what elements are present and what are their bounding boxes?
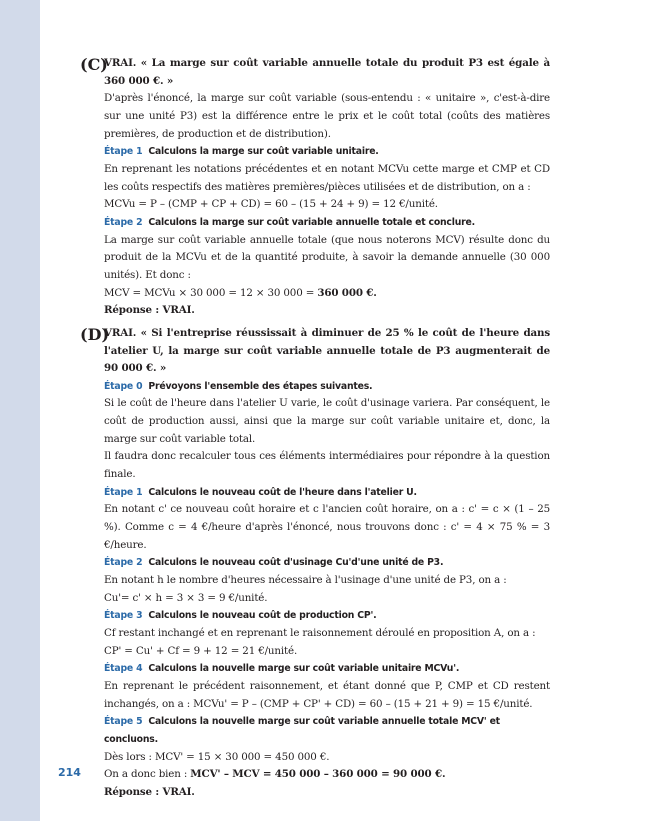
paragraph: D'après l'énoncé, la marge sur coût variable (sous-entendu : « unitaire », c'est-à-dire sur une unité P3) est la différence entre le prix et le coût total (coûts des matières premières, de production et de distribution). [104,92,550,140]
paragraph: En reprenant le précédent raisonnement, et étant donné que P, CMP et CD restent inchangés, on a : MCVu' = P – (CMP + CP' + CD) = 60 – (15 + 21 + 9) = 15 €/unité. [104,679,550,710]
conclusion-prefix: On a donc bien : [104,768,191,781]
step-title: Calculons le nouveau coût de production CP'. [148,610,377,622]
answer: Réponse : VRAI. [104,304,195,317]
step-title: Calculons le nouveau coût de l'heure dans l'atelier U. [148,486,417,498]
step-number: Étape 5 [104,716,143,728]
paragraph: En notant c' ce nouveau coût horaire et c l'ancien coût horaire, on a : c' = c × (1 – 25 %). Comme c = 4 €/heure d'après l'énoncé, nous trouvons donc : c' = 4 × 75 % = 3 €/heure. [104,503,550,551]
conclusion-result: MCV' – MCV = 450 000 – 360 000 = 90 000 €. [190,768,446,781]
step-heading [104,214,550,232]
step-heading [104,713,550,748]
formula-result: 360 000 €. [317,286,377,299]
answer: Réponse : VRAI. [104,785,195,798]
step-title: Calculons la marge sur coût variable unitaire. [148,146,379,158]
step-number: Étape 1 [104,146,143,158]
step-number: Étape 2 [104,216,143,228]
step-number: Étape 3 [104,610,143,622]
step-heading [104,607,550,625]
page-margin-band [0,0,40,821]
paragraph: Si le coût de l'heure dans l'atelier U varie, le coût d'usinage variera. Par conséquent, le coût de production aussi, ainsi que la marge sur coût variable unitaire et, donc, la marge sur coût variable total. [104,397,550,445]
formula: MCVu = P – (CMP + CP + CD) = 60 – (15 + 24 + 9) = 12 €/unité. [104,198,438,211]
step-number: Étape 0 [104,380,143,392]
step-heading [104,554,550,572]
paragraph: Il faudra donc recalculer tous ces éléments intermédiaires pour répondre à la question finale. [104,450,550,481]
paragraph: Dès lors : MCV' = 15 × 30 000 = 450 000 €. [104,750,330,763]
step-heading [104,378,550,396]
step-heading [104,660,550,678]
step-heading [104,484,550,502]
section-label: (C) [80,55,108,74]
paragraph [104,766,550,784]
paragraph: En notant h le nombre d'heures nécessaire à l'usinage d'une unité de P3, on a : [104,574,507,587]
paragraph: En reprenant les notations précédentes et en notant MCVu cette marge et CMP et CD les coûts respectifs des matières premières/pièces utilisées et de distribution, on a : [104,162,550,193]
section-label: (D) [80,324,110,344]
step-title: Calculons la marge sur coût variable annuelle totale et conclure. [148,216,475,228]
step-number: Étape 1 [104,486,143,498]
paragraph: La marge sur coût variable annuelle totale (que nous noterons MCV) résulte donc du produit de la MCVu et de la quantité produite, à savoir la demande annuelle (30 000 unités). Et donc : [104,233,550,281]
step-number: Étape 4 [104,663,143,675]
section-heading: VRAI. « Si l'entreprise réussissait à diminuer de 25 % le coût de l'heure dans l'atelier U, la marge sur coût variable annuelle totale de P3 augmenterait de 90 000 €. » [104,326,550,375]
page-content [80,55,550,802]
page-number: 214 [58,766,81,779]
step-number: Étape 2 [104,557,143,569]
step-title: Calculons le nouveau coût d'usinage Cu'd'une unité de P3. [148,557,444,569]
section-c [80,55,550,320]
formula [104,285,550,303]
paragraph: Cf restant inchangé et en reprenant le raisonnement déroulé en proposition A, on a : [104,627,536,639]
formula: CP' = Cu' + Cf = 9 + 12 = 21 €/unité. [104,644,298,657]
step-heading [104,143,550,161]
formula-text: MCV = MCVu × 30 000 = 12 × 30 000 = [104,286,318,299]
section-d [80,324,550,802]
step-title: Calculons la nouvelle marge sur coût variable annuelle totale MCV' et concluons. [104,716,500,745]
step-title: Calculons la nouvelle marge sur coût variable unitaire MCVu'. [148,663,460,675]
step-title: Prévoyons l'ensemble des étapes suivantes. [148,380,373,392]
formula: Cu'= c' × h = 3 × 3 = 9 €/unité. [104,591,268,604]
section-heading: VRAI. « La marge sur coût variable annuelle totale du produit P3 est égale à 360 000 €. » [104,57,550,87]
